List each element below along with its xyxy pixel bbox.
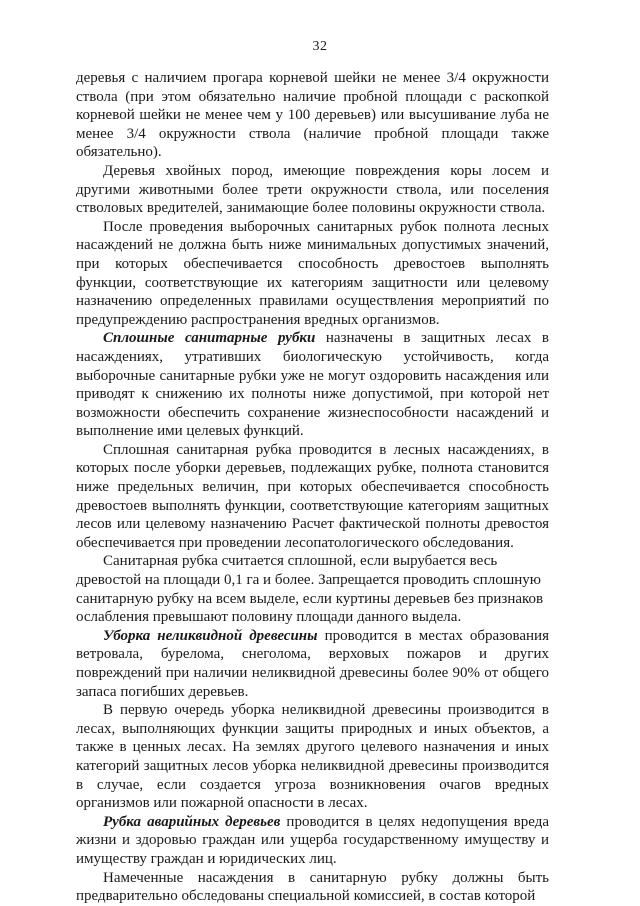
paragraph-text: проводится в целях недопущения вреда жизни и здоровью граждан или ущерба государственному имуществу и имуществу граждан и юридических лиц. bbox=[76, 813, 549, 867]
paragraph-text: Санитарная рубка считается сплошной, если вырубается весь древостой на площади 0,1 га и более. Запрещается проводить сплошную санитарную рубку на всем выделе, если куртины деревьев без признаков ослабления превышают половину площади данного выдела. bbox=[76, 553, 544, 626]
paragraph bbox=[76, 69, 549, 162]
paragraph-text: назначены в защитных лесах в насаждениях, утративших биологическую устойчивость, когда выборочные санитарные рубки уже не могут оздоровить насаждения или приводят к снижению их полноты ниже допустимой, при которой нет возможности обеспечить сохранение жизнеспособности насаждений и выполнение ими целевых функций. bbox=[76, 330, 549, 440]
document-body bbox=[76, 69, 549, 906]
paragraph-text: Деревья хвойных пород, имеющие повреждения коры лосем и другими животными более трети окружности ствола, или поселения стволовых вредителей, занимающие более половины окружности ствола. bbox=[76, 162, 549, 217]
paragraph-text: деревья с наличием прогара корневой шейки не менее 3/4 окружности ствола (при этом обязательно наличие пробной площади с раскопкой корневой шейки не менее чем у 100 деревьев) или высушивание луба не менее 3/4 окружности ствола (наличие пробной площади также обязательно). bbox=[76, 70, 549, 161]
paragraph-text: Намеченные насаждения в санитарную рубку должны быть предварительно обследованы специальной комиссией, в состав которой bbox=[76, 869, 549, 905]
paragraph bbox=[76, 441, 549, 553]
paragraph bbox=[76, 813, 549, 869]
page-number: 32 bbox=[312, 39, 328, 54]
paragraph bbox=[76, 869, 549, 906]
paragraph bbox=[76, 627, 549, 701]
paragraph-text: В первую очередь уборка неликвидной древесины производится в лесах, выполняющих функции защиты природных и иных объектов, а также в ценных лесах. На землях другого целевого назначения и иных категорий защитных лесов уборка неликвидной древесины производится в случае, если создается угроза возникновения очагов вредных организмов или пожарной опасности в лесах. bbox=[76, 702, 549, 812]
paragraph bbox=[76, 162, 549, 218]
term-heading: Рубка аварийных деревьев bbox=[103, 813, 281, 830]
term-heading: Уборка неликвидной древесины bbox=[103, 627, 318, 644]
paragraph bbox=[76, 329, 549, 441]
paragraph-text: проводится в местах образования ветровала, бурелома, снеголома, верховых пожаров и других повреждений при наличии неликвидной древесины более 90% от общего запаса погибших деревьев. bbox=[76, 627, 549, 700]
paragraph bbox=[76, 218, 549, 330]
paragraph-text: Сплошная санитарная рубка проводится в лесных насаждениях, в которых после уборки деревьев, подлежащих рубке, полнота становится ниже предельных величин, при которых обеспечивается способность древостоев выполнять функции, соответствующие категориям защитных лесов или целевому назначению Расчет фактической полноты древостоя обеспечивается при проведении лесопатологического обследования. bbox=[76, 441, 549, 551]
paragraph bbox=[76, 701, 549, 813]
paragraph bbox=[76, 552, 549, 626]
term-heading: Сплошные санитарные рубки bbox=[103, 330, 316, 347]
paragraph-text: После проведения выборочных санитарных рубок полнота лесных насаждений не должна быть ниже минимальных допустимых значений, при которых обеспечивается способность древостоев выполнять функции, соответствующие их категориям защитности или целевому назначению определенных правилами осуществления мероприятий по предупреждению распространения вредных организмов. bbox=[76, 218, 549, 328]
